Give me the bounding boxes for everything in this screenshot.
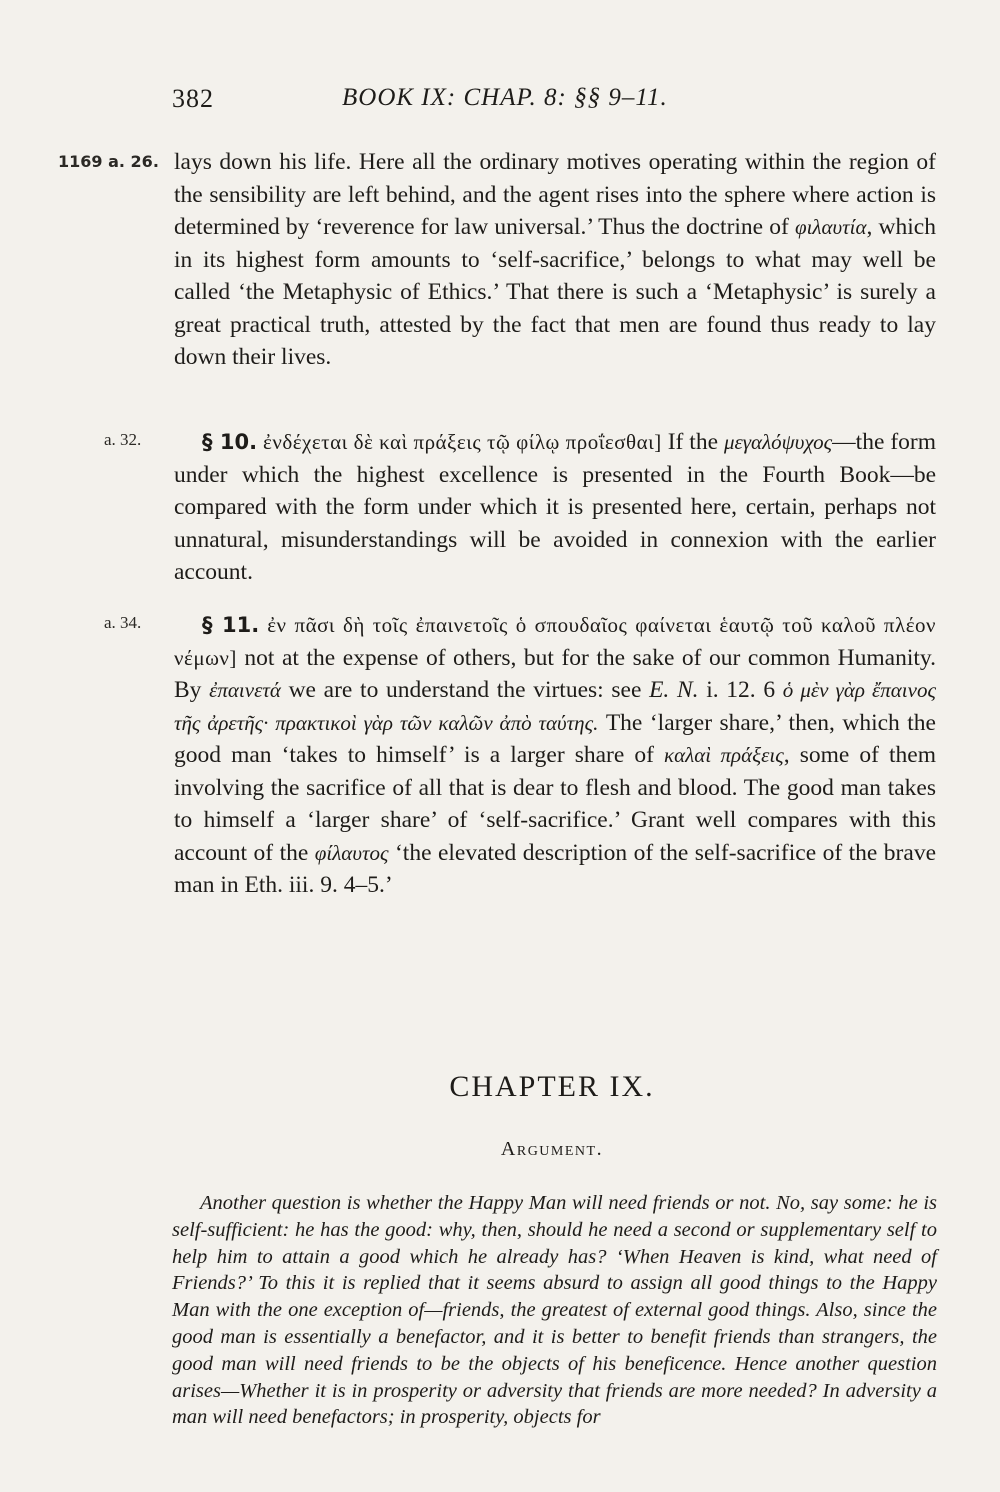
work-reference: E. N. bbox=[649, 677, 699, 703]
paragraph-text: lays down his life. Here all the ordinary motives operating within the region of the sensibility are left behind, and the agent rises into the sphere where action is determined by ‘reverence for law universal.’ Thus the doctrine of bbox=[174, 149, 936, 240]
paragraph-text: , which in its highest form amounts to ‘self-sacrifice,’ belongs to what may well be called ‘the Metaphysic of Ethics.’ That there is such a ‘Metaphysic’ is surely a great practical truth, attested by the fact that men are found thus ready to lay down their lives. bbox=[174, 214, 936, 370]
section-number: § 10. bbox=[202, 430, 258, 454]
page-number: 382 bbox=[172, 84, 214, 113]
margin-reference: a. 34. bbox=[104, 613, 142, 632]
running-head: BOOK IX: CHAP. 8: §§ 9–11. bbox=[342, 84, 668, 111]
greek-term: μεγαλόψυχος bbox=[723, 430, 833, 454]
greek-lemma: ἐν πᾶσι δὴ τοῖς ἐπαινετοῖς ὁ σπουδαῖος φαίνεται ἑαυτῷ τοῦ καλοῦ πλέον νέμων] bbox=[174, 613, 937, 670]
paragraph-text: If the bbox=[661, 429, 724, 455]
chapter-title: CHAPTER IX. bbox=[449, 1070, 655, 1103]
greek-term: ἐπαινετά bbox=[209, 678, 281, 702]
margin-reference: 1169 a. 26. bbox=[58, 152, 159, 171]
greek-term: καλαὶ πράξεις bbox=[664, 743, 784, 767]
paragraph-text: not at the expense of others, but for the sake of our common Humanity. By bbox=[174, 644, 936, 703]
paragraph-text: we are to understand the virtues: see bbox=[280, 677, 650, 703]
argument-paragraph: Another question is whether the Happy Man will need friends or not. No, say some: he is self-sufficient: he has the good: why, then, should he need a second or supplementary self to help him to attain a good which he already has? ‘When Heaven is kind, what need of Friends?’ To this it is replied that it seems absurd to assign all good things to the Happy Man with the one exception of—friends, the greatest of external good things. Also, since the good man is essentially a benefactor, and it is better to benefit friends than strangers, the good man will need friends to be the objects of his beneficence. Hence another question arises—Whether it is in prosperity or adversity that friends are more needed? In adversity a man will need benefactors; in prosperity, objects for bbox=[172, 1192, 937, 1429]
commentary-paragraph bbox=[174, 426, 936, 589]
greek-quotation: ὁ μὲν γὰρ ἔπαινος τῆς ἀρετῆς· πρακτικοὶ γὰρ τῶν καλῶν ἀπὸ ταύτης. bbox=[174, 678, 936, 735]
argument-heading: Argument. bbox=[500, 1138, 604, 1160]
page-header bbox=[0, 84, 1000, 124]
greek-term: φίλαυτος bbox=[314, 840, 389, 865]
paragraph-text: ‘the elevated description of the self-sacrifice of the brave man in Eth. iii. 9. 4–5.’ bbox=[174, 839, 936, 898]
commentary-paragraph bbox=[174, 609, 936, 902]
greek-lemma: ἐνδέχεται δὲ καὶ πράξεις τῷ φίλῳ προΐεσθαι] bbox=[263, 430, 662, 454]
paragraph-text: i. 12. 6 bbox=[698, 677, 783, 703]
paragraph-text: , some of them involving the sacrifice of all that is dear to flesh and blood. The good man takes to himself a ‘larger share’ of ‘self-sacrifice.’ Grant well compares with this account of the bbox=[174, 742, 936, 866]
paragraph-text: —the form under which the highest excellence is presented in the Fourth Book—be compared with the form under which it is presented here, certain, perhaps not unnatural, misunderstandings will be avoided in connexion with the earlier account. bbox=[174, 429, 936, 585]
greek-term: φιλαυτία bbox=[794, 215, 867, 239]
commentary-paragraph bbox=[174, 146, 936, 374]
section-number: § 11. bbox=[202, 613, 260, 637]
margin-reference: a. 32. bbox=[104, 430, 142, 449]
paragraph-text: The ‘larger share,’ then, which the good man ‘takes to himself’ is a larger share of bbox=[174, 709, 936, 768]
